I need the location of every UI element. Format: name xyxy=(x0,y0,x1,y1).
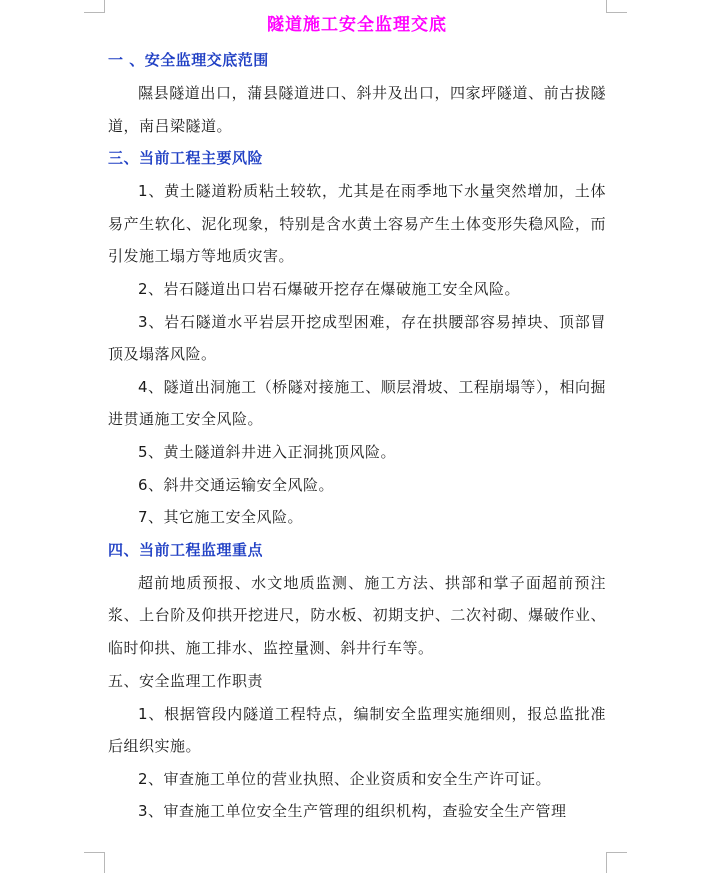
page-corner-mark-top-right xyxy=(606,0,627,13)
paragraph: 5、黄土隧道斜井进入正洞挑顶风险。 xyxy=(138,442,397,461)
paragraph: 超前地质预报、水文地质监测、施工方法、拱部和掌子面超前预注浆、上台阶及仰拱开挖进尺，防水板、初期支护、二次衬砌、爆破作业、临时仰拱、施工排水、监控量测、斜井行车等。 xyxy=(108,573,606,657)
section-heading-risks: 三、当前工程主要风险 xyxy=(108,149,264,168)
section-heading-scope: 一 、安全监理交底范围 xyxy=(108,51,269,69)
paragraph: 1、根据管段内隧道工程特点，编制安全监理实施细则，报总监批准后组织实施。 xyxy=(108,704,606,756)
paragraph: 7、其它施工安全风险。 xyxy=(138,508,304,527)
paragraph: 1、黄土隧道粉质粘土较软，尤其是在雨季地下水量突然增加，土体易产生软化、泥化现象，特别是含水黄土容易产生土体变形失稳风险，而引发施工塌方等地质灾害。 xyxy=(108,182,606,266)
document-title: 隧道施工安全监理交底 xyxy=(267,15,447,35)
paragraph: 3、审查施工单位安全生产管理的组织机构，查验安全生产管理 xyxy=(138,802,567,821)
document-page xyxy=(108,8,606,828)
paragraph: 3、岩石隧道水平岩层开挖成型困难，存在拱腰部容易掉块、顶部冒顶及塌落风险。 xyxy=(108,312,606,364)
paragraph: 6、斜井交通运输安全风险。 xyxy=(138,475,335,494)
paragraph: 隰县隧道出口，蒲县隧道进口、斜井及出口，四家坪隧道、前古拔隧道，南吕梁隧道。 xyxy=(108,84,606,135)
page-corner-mark-top-left xyxy=(84,0,105,13)
paragraph: 2、审查施工单位的营业执照、企业资质和安全生产许可证。 xyxy=(138,769,552,788)
paragraph: 4、隧道出洞施工（桥隧对接施工、顺层滑坡、工程崩塌等），相向掘进贯通施工安全风险。 xyxy=(108,377,606,429)
page-corner-mark-bottom-left xyxy=(84,852,105,873)
section-heading-focus: 四、当前工程监理重点 xyxy=(108,540,264,559)
page-corner-mark-bottom-right xyxy=(606,852,627,873)
paragraph: 2、岩石隧道出口岩石爆破开挖存在爆破施工安全风险。 xyxy=(138,279,521,298)
section-heading-duties: 五、安全监理工作职责 xyxy=(108,671,264,690)
